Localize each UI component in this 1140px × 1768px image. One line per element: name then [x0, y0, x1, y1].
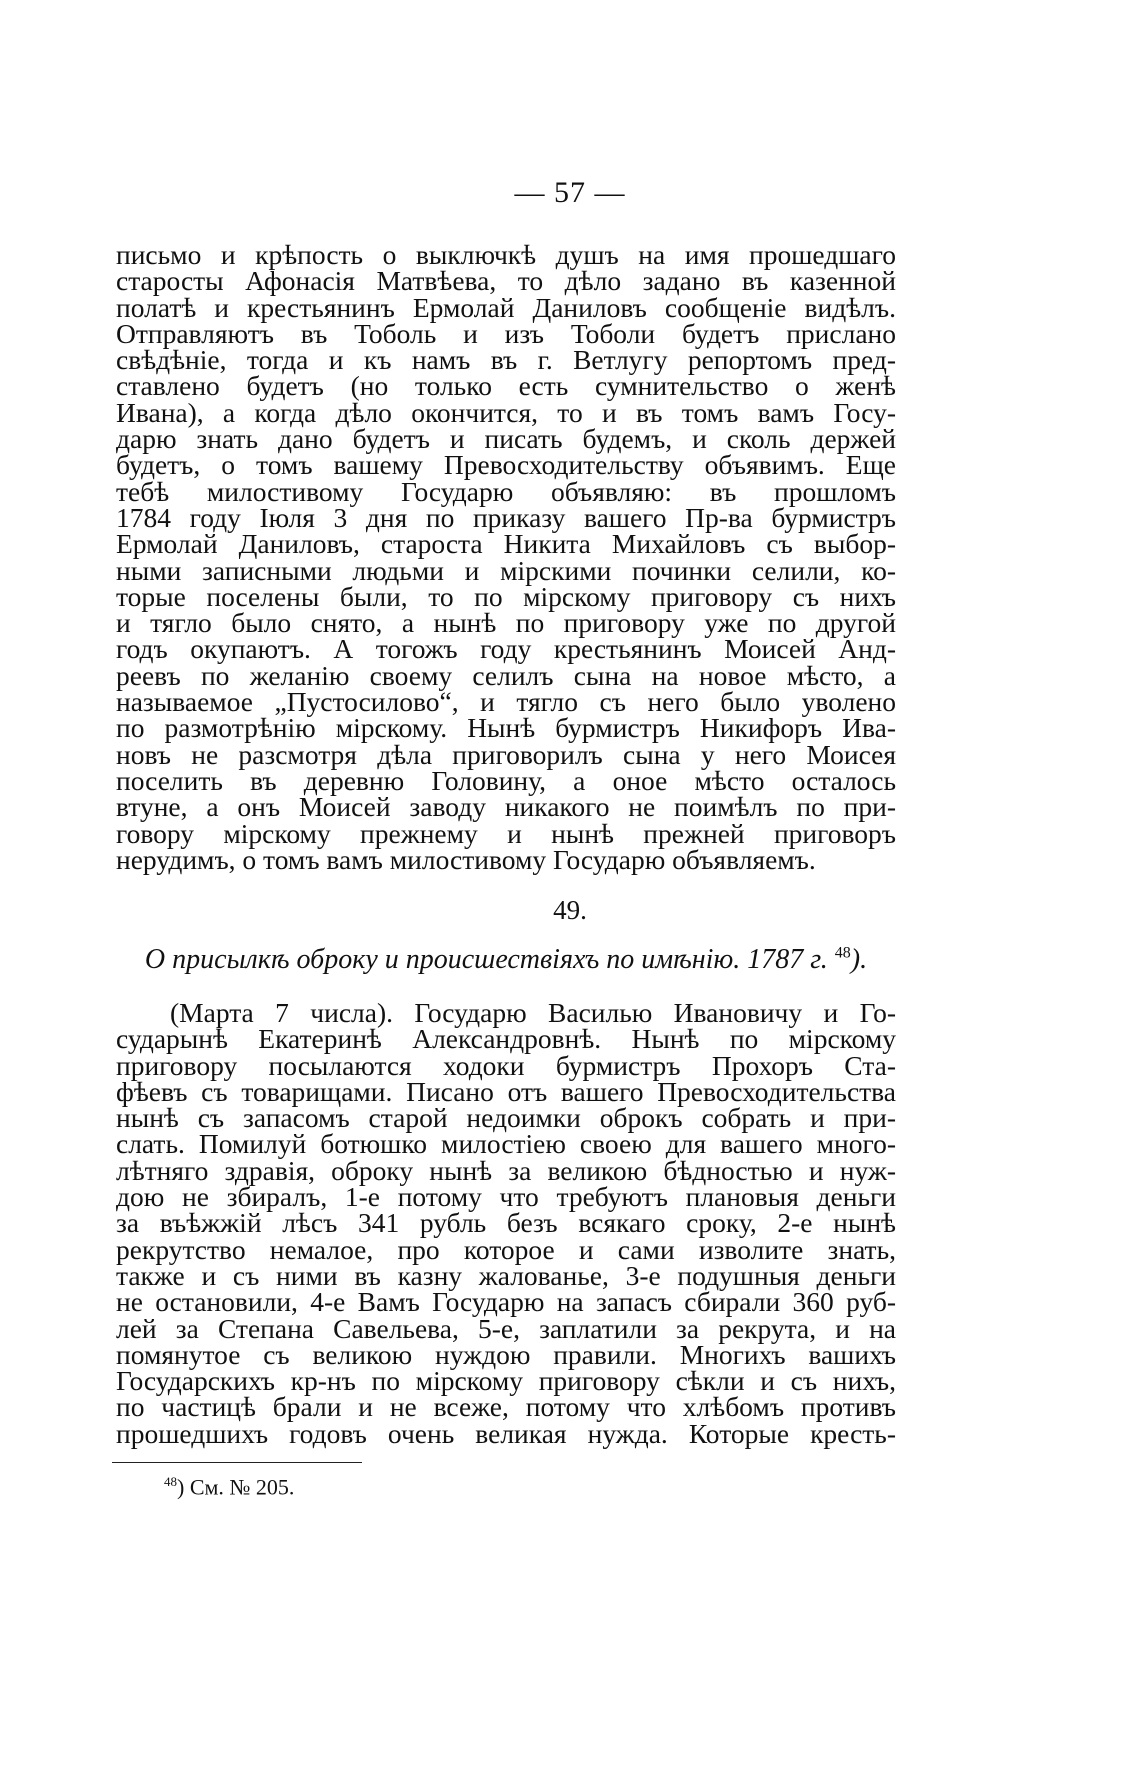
text-line: годъ окупаютъ. А тогожъ году крестьянинъ Моисей Анд- [116, 633, 896, 665]
text-line: дою не збиралъ, 1-е потому что требуютъ плановыя деньги [116, 1181, 896, 1213]
text-line: 1784 году Іюля 3 дня по приказу вашего Пр-ва бурмистръ [116, 501, 896, 533]
text-line: сударынѣ Екатеринѣ Александровнѣ. Нынѣ по мірскому [116, 1023, 896, 1055]
paragraph-letter-continuation [116, 239, 896, 875]
text-line: называемое „Пустосилово“, и тягло съ него было уволено [116, 686, 896, 718]
text-line: свѣдѣніе, тогда и къ намъ въ г. Ветлугу репортомъ пред- [116, 344, 896, 376]
text-line: (Марта 7 числа). Государю Василью Ивановичу и Го- [170, 997, 896, 1028]
text-line: приговору посылаются ходоки бурмистръ Прохоръ Ста- [116, 1049, 896, 1081]
paragraph-letter-body [116, 997, 896, 1449]
text-line: Отправляютъ въ Тоболь и изъ Тоболи будетъ прислано [116, 317, 896, 349]
text-line: новъ не разсмотря дѣла приговорилъ сына у него Моисея [116, 738, 896, 770]
text-line: не остановили, 4-е Вамъ Государю на запасъ сбирали 360 руб- [116, 1286, 896, 1318]
text-line: торые поселены были, то по мірскому приговору съ нихъ [116, 580, 896, 612]
text-line: будетъ, о томъ вашему Превосходительству объявимъ. Еще [116, 449, 896, 481]
text-line: за въѣжжій лѣсъ 341 рубль безъ всякаго сроку, 2-е нынѣ [116, 1207, 896, 1239]
footnote-text: ) См. № 205. [177, 1474, 295, 1500]
text-line: дарю знать дано будетъ и писать будемъ, и сколь держей [116, 423, 896, 455]
text-line: Государскихъ кр-нъ по мірскому приговору сѣкли и съ нихъ, [116, 1365, 896, 1397]
text-line: полатѣ и крестьянинъ Ермолай Даниловъ сообщеніе видѣлъ. [116, 291, 896, 323]
text-line: помянутое съ великою нуждою правили. Многихъ вашихъ [116, 1338, 896, 1370]
text-line: втуне, а онъ Моисей заводу никакого не поимѣлъ по при- [116, 791, 896, 823]
text-line: рекрутство немалое, про которое и сами изволите знать, [116, 1233, 896, 1265]
text-line: Ермолай Даниловъ, староста Никита Михайловъ съ выбор- [116, 528, 896, 560]
text-line: нерудимъ, о томъ вамъ милостивому Государю объявляемъ. [116, 843, 816, 875]
text-line: также и съ ними въ казну жалованье, 3-е подушныя деньги [116, 1259, 896, 1291]
text-line: ными записными людьми и мірскими починки селили, ко- [116, 554, 896, 586]
document-number: 49. [553, 895, 587, 925]
document-title-closing: ). [850, 944, 868, 975]
text-line: старосты Афонасія Матвѣева, то дѣло задано въ казенной [116, 265, 896, 297]
text-line: нынѣ съ запасомъ старой недоимки оброкъ собрать и при- [116, 1102, 896, 1134]
text-line: лей за Степана Савельева, 5-е, заплатили за рекрута, и на [116, 1312, 896, 1344]
text-line: Ивана), а когда дѣло окончится, то и въ томъ вамъ Госу- [116, 396, 896, 428]
footnote-marker: 48 [164, 1474, 177, 1489]
text-line: ставлено будетъ (но только есть сумнительство о женѣ [116, 370, 896, 402]
document-title-text: О присылкѣ оброку и происшествіяхъ по имѣнію. 1787 г. [144, 944, 828, 975]
text-line: и тягло было снято, а нынѣ по приговору уже по другой [116, 607, 896, 639]
text-line: говору мірскому прежнему и нынѣ прежней приговоръ [116, 817, 896, 849]
text-line: слать. Помилуй ботюшко милостіею своею для вашего много- [116, 1128, 896, 1160]
footnote [164, 1474, 294, 1500]
text-line: по размотрѣнію мірскому. Нынѣ бурмистръ Никифоръ Ива- [116, 712, 896, 744]
text-line: фѣевъ съ товарищами. Писано отъ вашего Превосходительства [116, 1075, 896, 1107]
text-line: по частицѣ брали и не всеже, потому что хлѣбомъ противъ [116, 1391, 896, 1423]
text-line: тебѣ милостивому Государю объявляю: въ прошломъ [116, 475, 896, 507]
text-line: прошедшихъ годовъ очень великая нужда. Которые кресть- [116, 1417, 896, 1449]
text-line: письмо и крѣпость о выключкѣ душъ на имя прошедшаго [116, 239, 896, 270]
text-line: лѣтняго здравія, оброку нынѣ за великою бѣдностью и нуж- [116, 1154, 896, 1186]
text-line: реевъ по желанію своему селилъ сына на новое мѣсто, а [116, 659, 896, 691]
text-line: поселить въ деревню Головину, а оное мѣсто осталось [116, 764, 896, 796]
page-number: — 57 — [514, 176, 626, 209]
document-title [116, 944, 896, 976]
footnote-divider [112, 1462, 362, 1463]
footnote-reference[interactable]: 48 [834, 944, 851, 962]
